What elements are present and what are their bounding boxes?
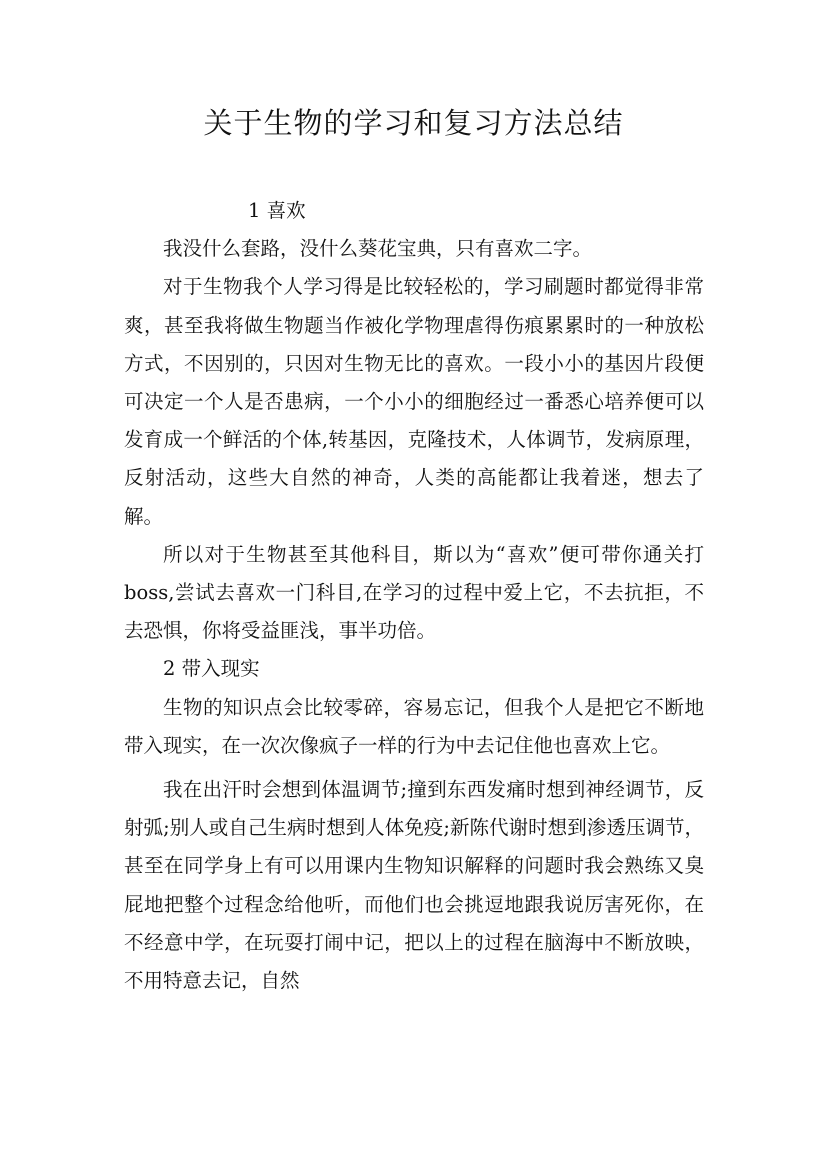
section-heading-like: 1 喜欢 [248,199,306,222]
paragraph: 我没什么套路，没什么葵花宝典，只有喜欢二字。 [163,237,593,261]
paragraph: 我在出汗时会想到体温调节;撞到东西发痛时想到神经调节，反射弧;别人或自己生病时想到人体免疫;新陈代谢时想到渗透压调节，甚至在同学身上有可以用课内生物知识解释的问题时我会熟练又臭屁地把整个过程念给他听，而他们也会挑逗地跟我说厉害死你，在不经意中学，在玩耍打闹中记，把以上的过程在脑海中不断放映，不用特意去记，自然 [124,778,704,993]
document-title: 关于生物的学习和复习方法总结 [203,106,624,140]
paragraph: 所以对于生物甚至其他科目，斯以为“喜欢”便可带你通关打boss,尝试去喜欢一门科目,在学习的过程中爱上它，不去抗拒，不去恐惧，你将受益匪浅，事半功倍。 [124,542,704,643]
section-heading-reality: 2 带入现实 [163,657,260,681]
document-body [124,192,704,1000]
paragraph: 对于生物我个人学习得是比较轻松的，学习刷题时都觉得非常爽，甚至我将做生物题当作被化学物理虐得伤痕累累时的一种放松方式，不因别的，只因对生物无比的喜欢。一段小小的基因片段便可决定一个人是否患病，一个小小的细胞经过一番悉心培养便可以发育成一个鲜活的个体,转基因，克隆技术，人体调节，发病原理，反射活动，这些大自然的神奇，人类的高能都让我着迷，想去了解。 [124,275,704,528]
paragraph: 生物的知识点会比较零碎，容易忘记，但我个人是把它不断地带入现实，在一次次像疯子一样的行为中去记住他也喜欢上它。 [124,695,704,757]
